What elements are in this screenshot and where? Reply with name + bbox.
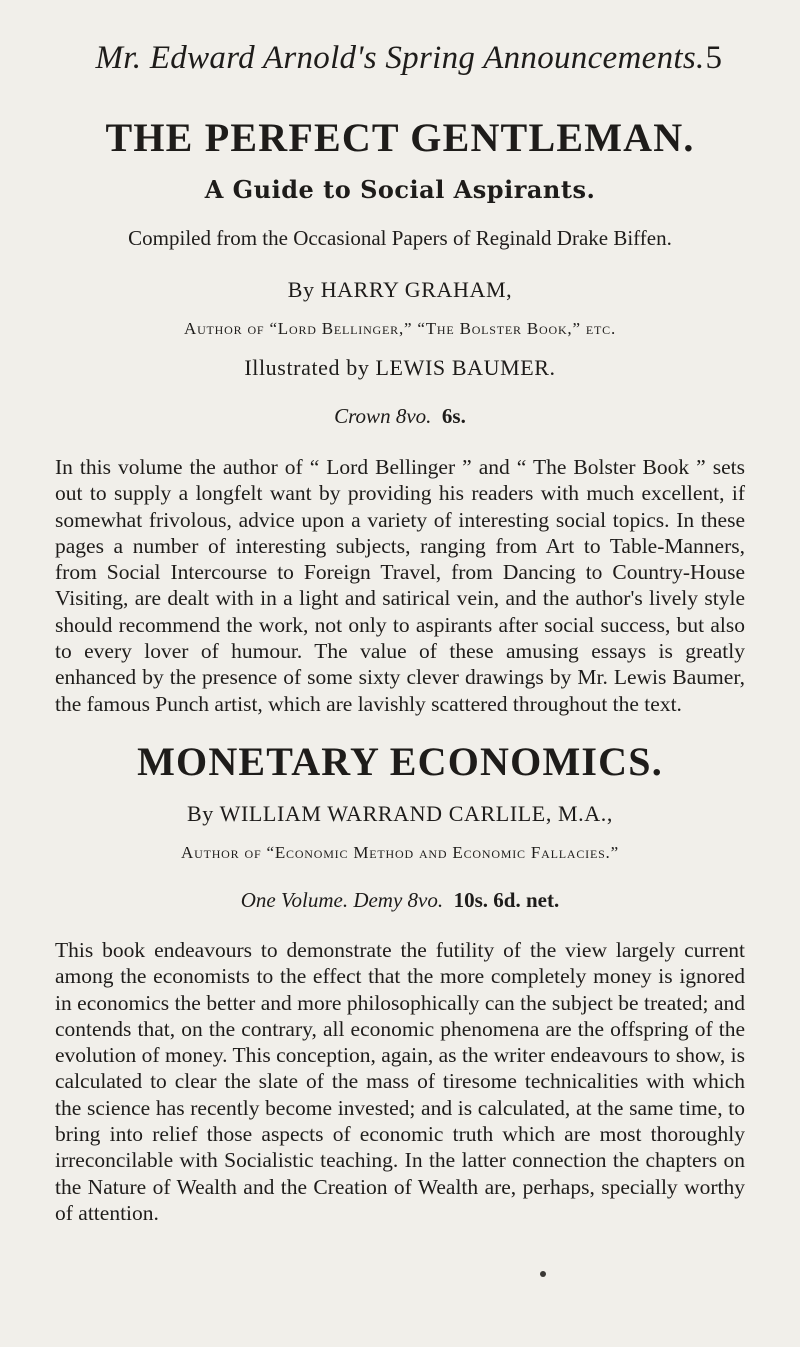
- book1-format: Crown 8vo.: [334, 404, 432, 428]
- book2-description-block: [55, 937, 745, 1226]
- book2-byline-block: [55, 800, 745, 828]
- book1-author-of-block: [55, 315, 745, 343]
- book1-title: THE PERFECT GENTLEMAN.: [105, 115, 695, 160]
- book1-description: In this volume the author of “ Lord Bellinger ” and “ The Bolster Book ” sets out to supply a longfelt want by providing his readers with much excellent, if somewhat frivolous, advice upon a variety of interesting social topics. In these pages a number of interesting subjects, ranging from Art to Table-Manners, from Social Intercourse to Foreign Travel, from Dancing to Country-House Visiting, are dealt with in a light and satirical vein, and the author's lively style should recommend the work, not only to aspirants after social success, but also to every lover of humour. The value of these amusing essays is greatly enhanced by the presence of some sixty clever drawings by Mr. Lewis Baumer, the famous Punch artist, which are lavishly scattered throughout the text.: [55, 455, 745, 716]
- book2-title: MONETARY ECONOMICS.: [137, 739, 663, 784]
- book2-format-price: [55, 886, 745, 914]
- book2-format: One Volume. Demy 8vo.: [240, 888, 444, 912]
- book1-format-price: [55, 402, 745, 430]
- book1-price: 6s.: [441, 404, 466, 428]
- book1-illustrated-block: [55, 354, 745, 382]
- book1-illustrated: Illustrated by LEWIS BAUMER.: [244, 355, 556, 380]
- book1-subtitle: A Guide to Social Aspirants.: [204, 175, 596, 204]
- running-head: [0, 40, 800, 100]
- book1-byline-block: [55, 276, 745, 304]
- page-number: 5: [705, 40, 722, 76]
- book2-price: 10s. 6d. net.: [453, 888, 560, 912]
- book2-author-of: Author of “Economic Method and Economic Fallacies.”: [181, 843, 619, 862]
- book1-compiled-line: Compiled from the Occasional Papers of Reginald Drake Biffen.: [128, 226, 672, 250]
- book1-description-block: [55, 454, 745, 717]
- ink-speck: [540, 1271, 546, 1277]
- book2-heading: [55, 738, 745, 786]
- book1-compiled: [55, 224, 745, 252]
- book2-author-of-block: [55, 839, 745, 867]
- book2-description: This book endeavours to demonstrate the futility of the view largely current among the economists to the effect that the more completely money is ignored in economics the better and more philosophically can the subject be treated; and contends that, on the contrary, all economic phenomena are the offspring of the evolution of money. This conception, again, as the writer endeavours to show, is calculated to clear the slate of the mass of tiresome technicalities with which the science has recently become invested; and is calculated, at the same time, to bring into relief those aspects of economic truth which are most thoroughly irreconcilable with Socialistic teaching. In the latter connection the chapters on the Nature of Wealth and the Creation of Wealth are, perhaps, specially worthy of attention.: [55, 938, 745, 1225]
- book1-heading: [55, 114, 745, 206]
- running-head-title: Mr. Edward Arnold's Spring Announcements.: [95, 40, 705, 76]
- book1-byline: By HARRY GRAHAM,: [287, 277, 513, 302]
- book1-author-of: Author of “Lord Bellinger,” “The Bolster Book,” etc.: [184, 319, 616, 338]
- book2-byline: By WILLIAM WARRAND CARLILE, M.A.,: [187, 801, 613, 826]
